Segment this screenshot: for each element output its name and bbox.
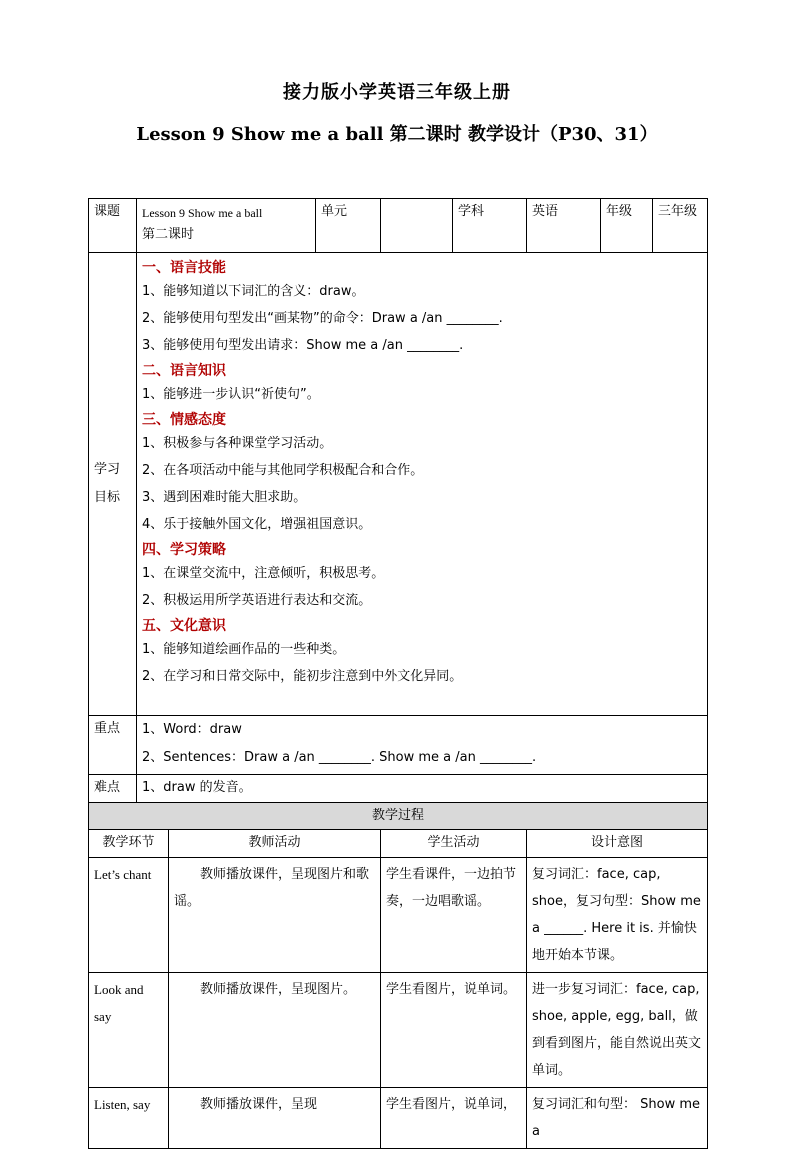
difficulties-label: 难点 bbox=[89, 775, 137, 803]
objective-item: 2、在各项活动中能与其他同学积极配合和合作。 bbox=[142, 463, 424, 478]
key-point-line: 2、Sentences：Draw a /an ________. Show me a /an ________. bbox=[142, 750, 537, 765]
col-header-stage: 教学环节 bbox=[89, 830, 169, 858]
subject-value: 英语 bbox=[527, 199, 601, 253]
teacher-cell: 教师播放课件，呈现图片和歌谣。 bbox=[169, 858, 381, 973]
objective-item: 2、能够使用句型发出“画某物”的命令：Draw a /an ________. bbox=[142, 311, 503, 326]
stage-cell: Listen, say bbox=[89, 1088, 169, 1149]
section-heading: 五、文化意识 bbox=[142, 618, 226, 634]
objective-item: 1、在课堂交流中，注意倾听，积极思考。 bbox=[142, 566, 385, 581]
section-heading: 一、语言技能 bbox=[142, 260, 226, 276]
purpose-cell: 复习词汇和句型： Show me a bbox=[527, 1088, 708, 1149]
stage-cell: Look and say bbox=[89, 973, 169, 1088]
objective-item: 1、能够知道绘画作品的一些种类。 bbox=[142, 642, 346, 657]
objectives-label-line2: 目标 bbox=[94, 490, 121, 505]
topic-value-line2: 第二课时 bbox=[142, 227, 195, 242]
objective-item: 2、在学习和日常交际中，能初步注意到中外文化异同。 bbox=[142, 669, 463, 684]
section-heading: 三、情感态度 bbox=[142, 412, 226, 428]
table-row bbox=[89, 973, 708, 1088]
col-header-student: 学生活动 bbox=[381, 830, 527, 858]
lesson-plan-table bbox=[88, 198, 708, 1149]
objective-item: 4、乐于接触外国文化，增强祖国意识。 bbox=[142, 517, 372, 532]
unit-value bbox=[381, 199, 453, 253]
objective-item: 3、遇到困难时能大胆求助。 bbox=[142, 490, 307, 505]
key-point-line: 1、Word：draw bbox=[142, 722, 242, 737]
student-cell: 学生看图片，说单词， bbox=[381, 1088, 527, 1149]
purpose-cell: 复习词汇：face, cap, shoe，复习句型：Show me a ______. Here it is. 并愉快地开始本节课。 bbox=[527, 858, 708, 973]
unit-label: 单元 bbox=[316, 199, 381, 253]
objective-item: 1、能够知道以下词汇的含义：draw。 bbox=[142, 284, 365, 299]
topic-value-line1: Lesson 9 Show me a ball bbox=[142, 206, 263, 220]
objectives-content bbox=[137, 253, 708, 716]
section-heading: 四、学习策略 bbox=[142, 542, 226, 558]
document-subtitle: Lesson 9 Show me a ball 第二课时 教学设计（P30、31） bbox=[136, 124, 658, 145]
col-header-purpose: 设计意图 bbox=[527, 830, 708, 858]
subject-label: 学科 bbox=[453, 199, 527, 253]
purpose-cell: 进一步复习词汇：face, cap, shoe, apple, egg, ball，做到看到图片，能自然说出英文单词。 bbox=[527, 973, 708, 1088]
teacher-cell: 教师播放课件，呈现图片。 bbox=[169, 973, 381, 1088]
difficulties-content: 1、draw 的发音。 bbox=[137, 775, 708, 803]
teacher-cell: 教师播放课件，呈现 bbox=[169, 1088, 381, 1149]
objective-item: 3、能够使用句型发出请求：Show me a /an ________. bbox=[142, 338, 464, 353]
objectives-label bbox=[89, 253, 137, 716]
grade-value: 三年级 bbox=[653, 199, 708, 253]
process-title: 教学过程 bbox=[89, 803, 708, 830]
document-title: 接力版小学英语三年级上册 bbox=[283, 82, 511, 103]
key-points-label: 重点 bbox=[89, 716, 137, 775]
topic-label: 课题 bbox=[89, 199, 137, 253]
objective-item: 1、积极参与各种课堂学习活动。 bbox=[142, 436, 333, 451]
student-cell: 学生看课件，一边拍节奏，一边唱歌谣。 bbox=[381, 858, 527, 973]
topic-value bbox=[137, 199, 316, 253]
stage-cell: Let’s chant bbox=[89, 858, 169, 973]
objective-item: 2、积极运用所学英语进行表达和交流。 bbox=[142, 593, 372, 608]
student-cell: 学生看图片，说单词。 bbox=[381, 973, 527, 1088]
objectives-label-line1: 学习 bbox=[94, 462, 121, 477]
col-header-teacher: 教师活动 bbox=[169, 830, 381, 858]
objective-item: 1、能够进一步认识“祈使句”。 bbox=[142, 387, 320, 402]
table-row bbox=[89, 858, 708, 973]
table-row bbox=[89, 1088, 708, 1149]
section-heading: 二、语言知识 bbox=[142, 363, 226, 379]
key-points-content bbox=[137, 716, 708, 775]
grade-label: 年级 bbox=[601, 199, 653, 253]
